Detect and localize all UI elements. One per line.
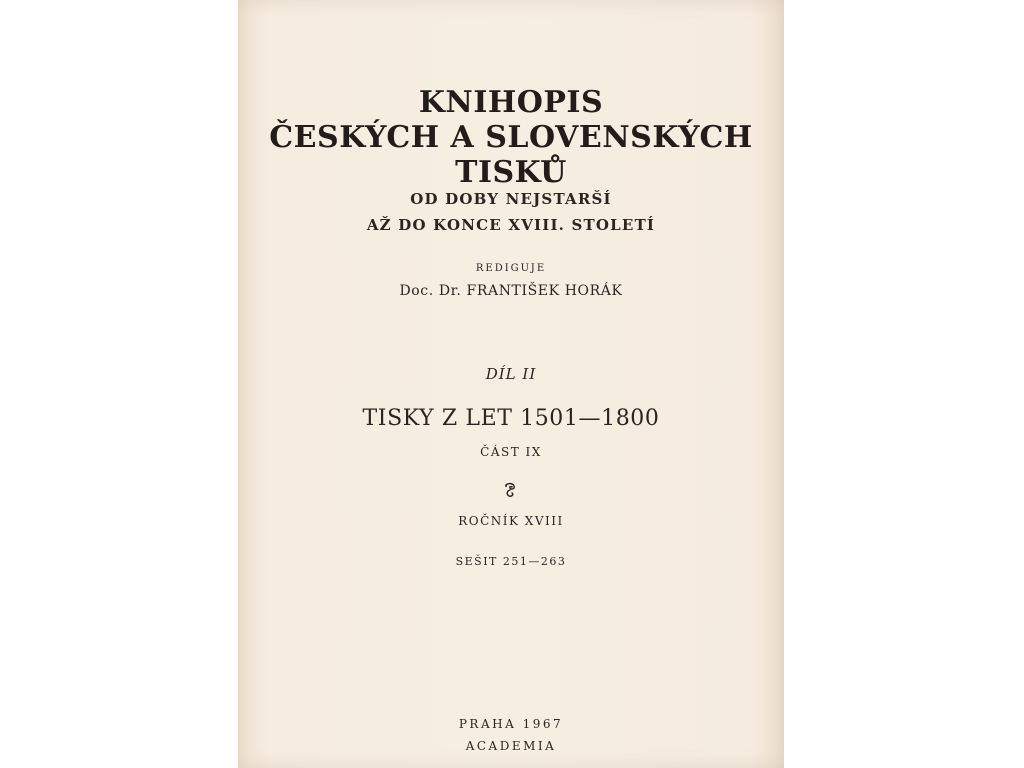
section-title: TISKY Z LET 1501—1800 [362, 406, 660, 431]
publisher: ACADEMIA [465, 739, 557, 753]
section-part: ČÁST IX [480, 445, 542, 459]
title-page [238, 0, 784, 768]
place-year: PRAHA 1967 [458, 717, 564, 731]
subtitle-line-2: AŽ DO KONCE XVIII. STOLETÍ [366, 216, 656, 234]
volume-part: DÍL II [485, 365, 537, 383]
editor-name: Doc. Dr. FRANTIŠEK HORÁK [399, 283, 623, 299]
title-line-2: ČESKÝCH A SLOVENSKÝCH [269, 120, 753, 155]
printer-ornament-icon [503, 482, 517, 498]
title-line-3: TISKŮ [455, 155, 567, 190]
volume-year: ROČNÍK XVIII [458, 514, 564, 528]
subtitle-line-1: OD DOBY NEJSTARŠÍ [410, 190, 612, 208]
edited-by-label: REDIGUJE [475, 263, 547, 274]
issue-numbers: SEŠIT 251—263 [455, 555, 567, 568]
title-line-1: KNIHOPIS [418, 85, 604, 120]
